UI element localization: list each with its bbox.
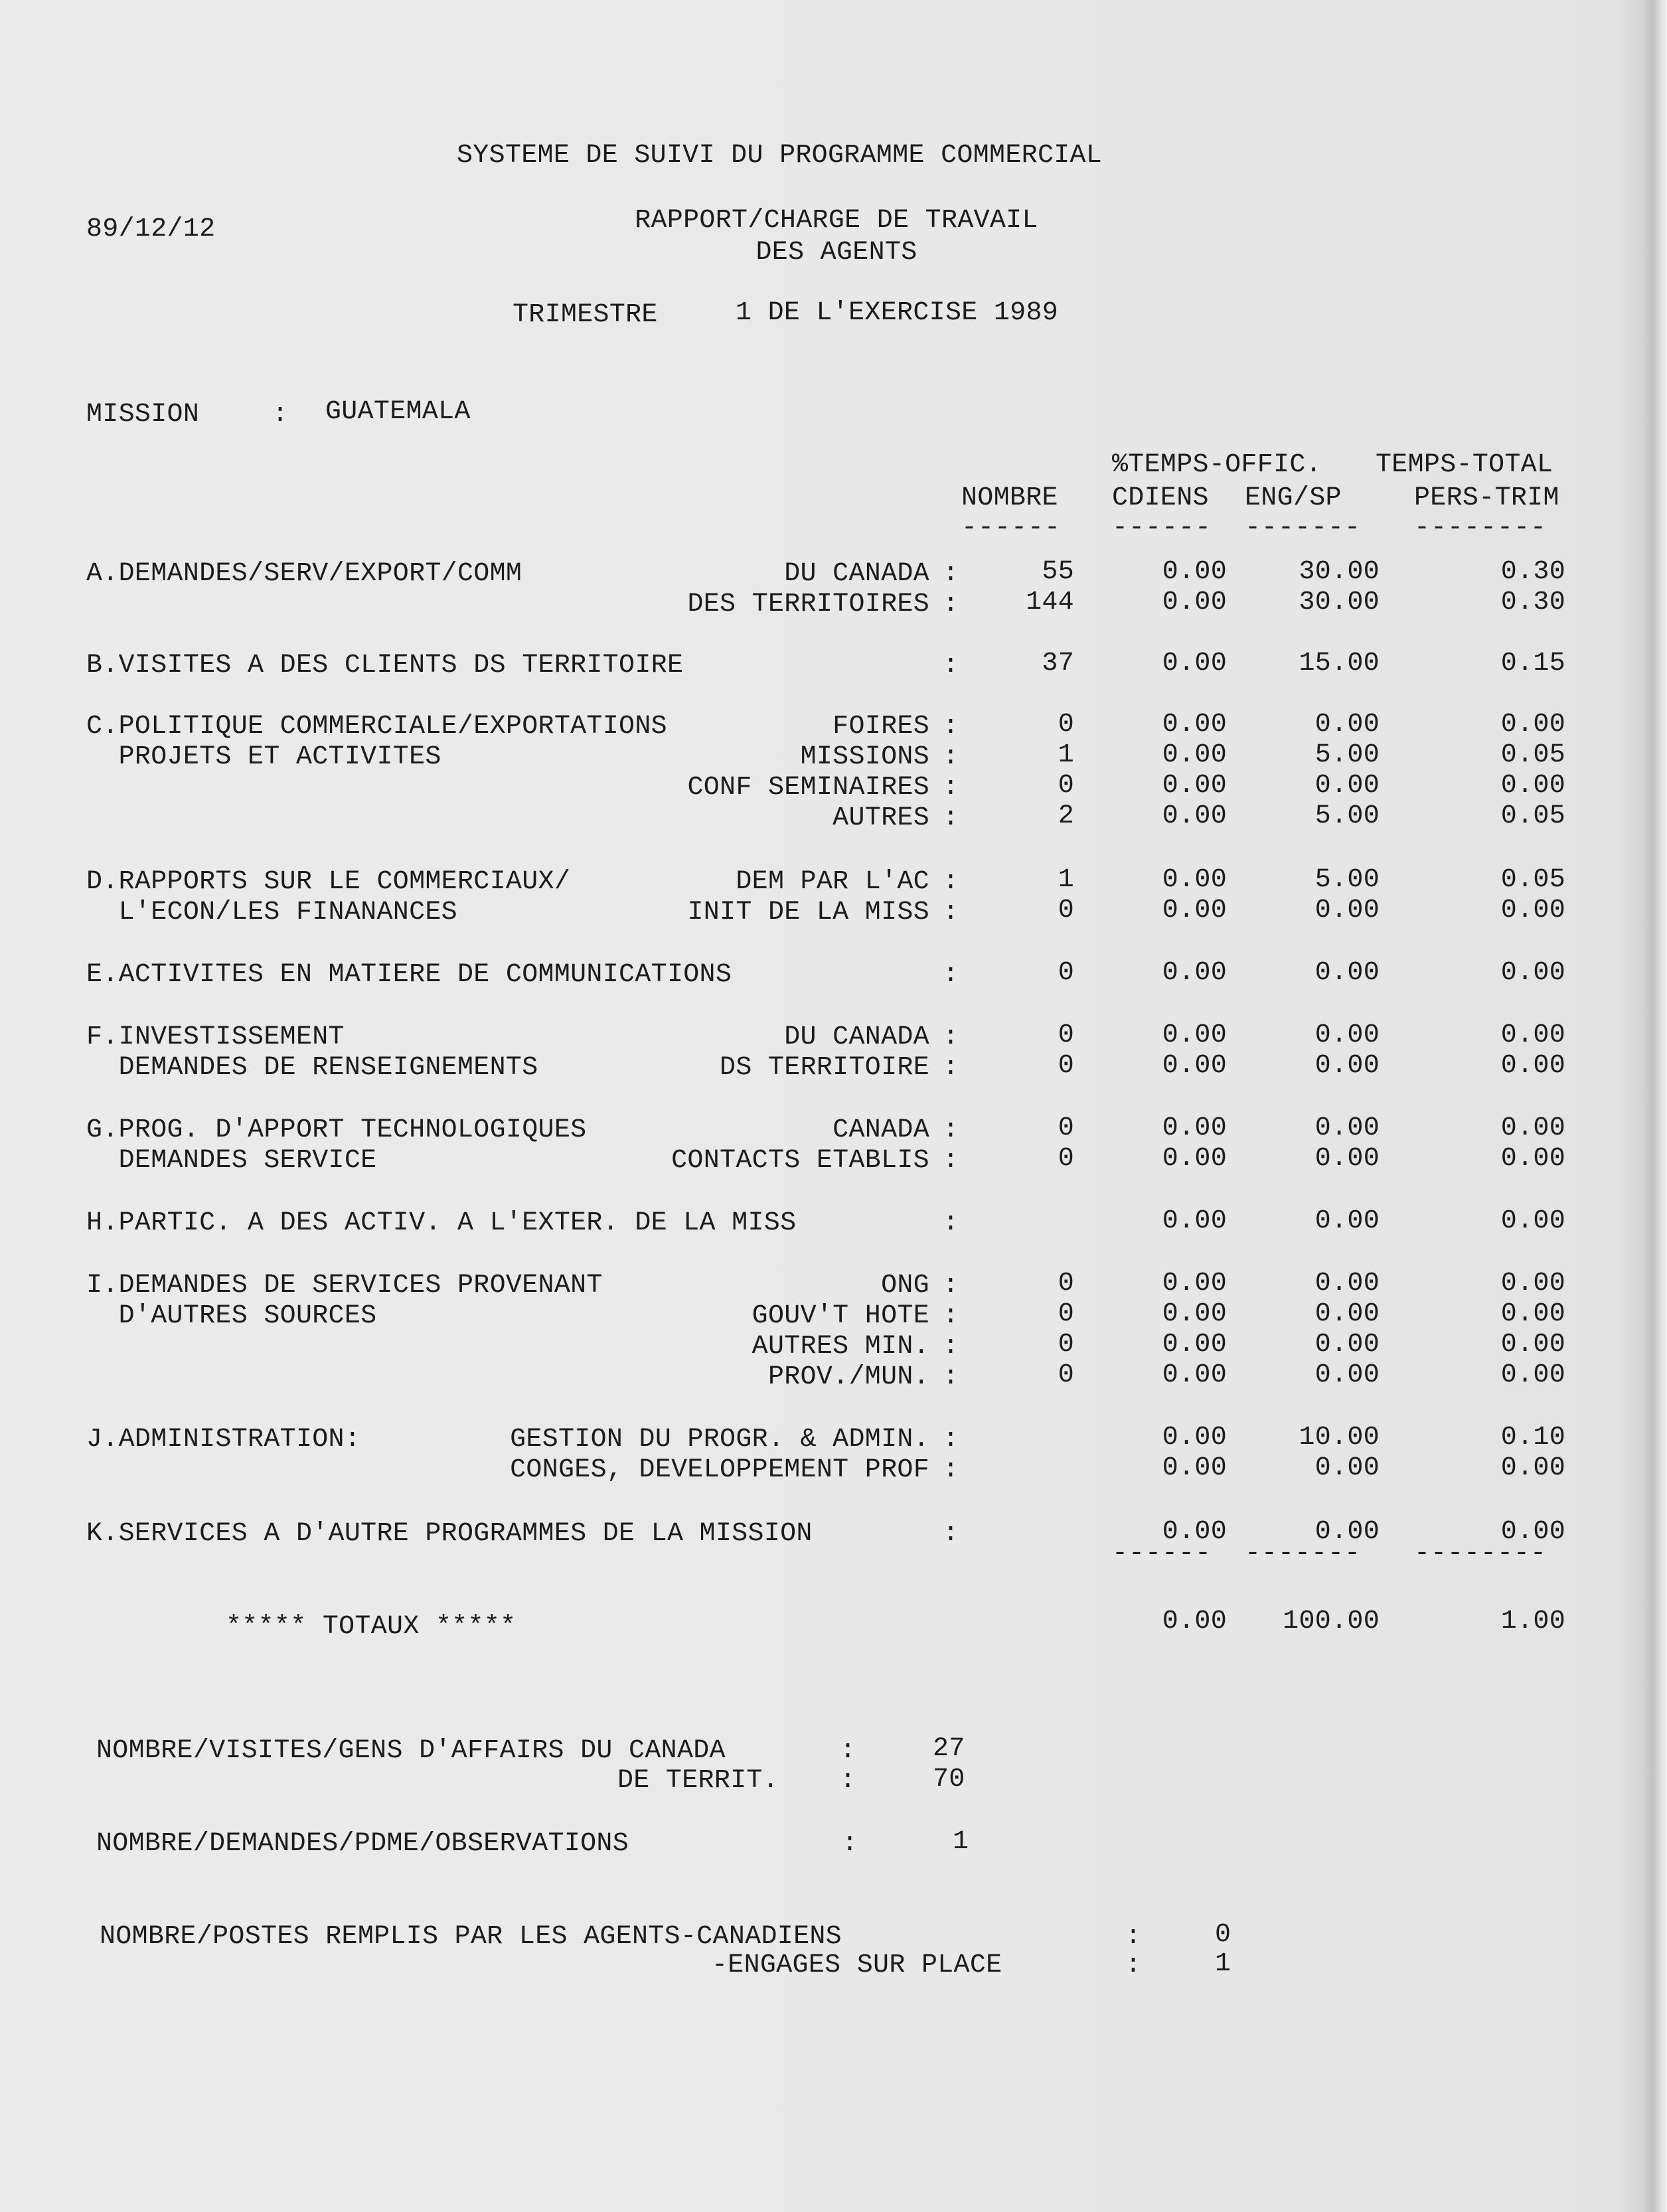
row-cdiens: 0.00	[1162, 710, 1227, 740]
system-title: SYSTEME DE SUIVI DU PROGRAMME COMMERCIAL	[457, 141, 1103, 171]
row-pers-trim: 0.10	[1500, 1423, 1565, 1453]
quarter-text: 1 DE L'EXERCISE 1989	[736, 298, 1059, 328]
row-cdiens: 0.00	[1162, 865, 1227, 895]
row-engsp: 15.00	[1299, 649, 1380, 678]
row-label: PROJETS ET ACTIVITES	[86, 742, 441, 772]
row-colon: :	[943, 1362, 959, 1392]
row-colon: :	[943, 1053, 959, 1083]
row-nombre: 0	[1058, 1299, 1074, 1329]
row-sublabel: CONF SEMINAIRES	[687, 773, 929, 803]
col-underline-engsp: -------	[1245, 513, 1362, 543]
row-sublabel: PROV./MUN.	[767, 1362, 929, 1392]
row-pers-trim: 0.00	[1500, 896, 1565, 925]
row-engsp: 0.00	[1314, 1269, 1380, 1299]
row-pers-trim: 0.00	[1500, 1330, 1565, 1360]
row-cdiens: 0.00	[1162, 1269, 1227, 1299]
row-sublabel: GESTION DU PROGR. & ADMIN.	[510, 1425, 929, 1455]
row-colon: :	[943, 1301, 959, 1331]
demandes-label: NOMBRE/DEMANDES/PDME/OBSERVATIONS	[96, 1829, 629, 1859]
row-nombre: 0	[1058, 771, 1074, 801]
row-label: J.ADMINISTRATION:	[86, 1425, 361, 1455]
visites-label: NOMBRE/VISITES/GENS D'AFFAIRS DU CANADA	[96, 1736, 726, 1766]
row-pers-trim: 0.30	[1500, 588, 1565, 617]
row-colon: :	[943, 559, 959, 589]
row-nombre: 0	[1058, 1360, 1074, 1390]
col-header-engsp: ENG/SP	[1245, 483, 1342, 513]
row-engsp: 0.00	[1314, 1020, 1380, 1050]
row-pers-trim: 0.00	[1500, 1020, 1565, 1050]
row-label: DEMANDES SERVICE	[86, 1146, 377, 1176]
row-colon: :	[943, 1115, 959, 1145]
row-engsp: 30.00	[1299, 588, 1380, 617]
row-cdiens: 0.00	[1162, 649, 1227, 678]
row-pers-trim: 0.00	[1500, 1051, 1565, 1081]
row-pers-trim: 0.00	[1500, 1299, 1565, 1329]
postes-sep-1: :	[1125, 1922, 1142, 1952]
row-engsp: 5.00	[1314, 801, 1380, 831]
row-label: F.INVESTISSEMENT	[86, 1022, 345, 1052]
quarter-label: TRIMESTRE	[513, 300, 658, 330]
row-label: H.PARTIC. A DES ACTIV. A L'EXTER. DE LA MISS	[86, 1208, 797, 1238]
row-engsp: 0.00	[1314, 1453, 1380, 1483]
row-colon: :	[943, 1146, 959, 1176]
col-underline-pers-trim: --------	[1414, 513, 1548, 543]
row-engsp: 0.00	[1314, 1360, 1380, 1390]
row-colon: :	[943, 960, 959, 990]
row-cdiens: 0.00	[1162, 771, 1227, 801]
row-sublabel: CONTACTS ETABLIS	[671, 1146, 929, 1176]
row-nombre: 1	[1058, 865, 1074, 895]
col-underline-nombre: ------	[961, 513, 1062, 543]
row-engsp: 0.00	[1314, 771, 1380, 801]
row-pers-trim: 0.00	[1500, 1206, 1565, 1236]
row-sublabel: CONGES, DEVELOPPEMENT PROF	[510, 1455, 929, 1485]
total-underline-cdiens: ------	[1112, 1539, 1212, 1569]
row-pers-trim: 0.00	[1500, 1113, 1565, 1143]
postes-label: NOMBRE/POSTES REMPLIS PAR LES AGENTS-CANADIENS	[100, 1922, 842, 1952]
row-engsp: 0.00	[1314, 710, 1380, 740]
row-colon: :	[943, 1208, 959, 1238]
page-edge-shadow	[1643, 0, 1667, 2212]
row-sublabel: AUTRES MIN.	[752, 1332, 929, 1362]
row-nombre: 0	[1058, 1051, 1074, 1081]
row-cdiens: 0.00	[1162, 801, 1227, 831]
row-nombre: 0	[1058, 1330, 1074, 1360]
row-cdiens: 0.00	[1162, 1206, 1227, 1236]
demandes-value: 1	[953, 1827, 969, 1857]
row-nombre: 37	[1042, 649, 1074, 678]
row-cdiens: 0.00	[1162, 1020, 1227, 1050]
row-pers-trim: 0.30	[1500, 557, 1565, 587]
mission-value: GUATEMALA	[325, 397, 471, 427]
row-colon: :	[943, 773, 959, 803]
row-sublabel: ONG	[881, 1271, 929, 1301]
row-colon: :	[943, 651, 959, 680]
row-label: B.VISITES A DES CLIENTS DS TERRITOIRE	[86, 651, 684, 680]
row-cdiens: 0.00	[1162, 1453, 1227, 1483]
row-colon: :	[943, 1022, 959, 1052]
row-label: D'AUTRES SOURCES	[86, 1301, 377, 1331]
row-cdiens: 0.00	[1162, 588, 1227, 617]
row-engsp: 0.00	[1314, 1299, 1380, 1329]
row-sublabel: DU CANADA	[784, 1022, 929, 1052]
row-engsp: 0.00	[1314, 958, 1380, 988]
row-pers-trim: 0.00	[1500, 1360, 1565, 1390]
row-label: A.DEMANDES/SERV/EXPORT/COMM	[86, 559, 522, 589]
territ-label: DE TERRIT.	[617, 1766, 779, 1796]
col-underline-cdiens: ------	[1112, 513, 1212, 543]
engages-label: -ENGAGES SUR PLACE	[712, 1950, 1002, 1980]
row-engsp: 30.00	[1299, 557, 1380, 587]
row-label: E.ACTIVITES EN MATIERE DE COMMUNICATIONS	[86, 960, 732, 990]
row-pers-trim: 0.00	[1500, 1453, 1565, 1483]
row-cdiens: 0.00	[1162, 740, 1227, 770]
row-nombre: 0	[1058, 710, 1074, 740]
col-header-pers-trim: PERS-TRIM	[1414, 483, 1559, 513]
row-sublabel: MISSIONS	[800, 742, 929, 772]
row-pers-trim: 0.00	[1500, 1144, 1565, 1174]
row-cdiens: 0.00	[1162, 1423, 1227, 1453]
row-pers-trim: 0.00	[1500, 771, 1565, 801]
row-nombre: 144	[1026, 588, 1074, 617]
visites-territ-value: 70	[933, 1765, 965, 1794]
row-engsp: 0.00	[1314, 1144, 1380, 1174]
row-pers-trim: 0.00	[1500, 1517, 1565, 1547]
row-nombre: 1	[1058, 740, 1074, 770]
row-label: D.RAPPORTS SUR LE COMMERCIAUX/	[86, 867, 571, 897]
visites-sep-2: :	[840, 1766, 856, 1796]
row-engsp: 10.00	[1299, 1423, 1380, 1453]
total-underline-engsp: -------	[1245, 1539, 1362, 1569]
row-pers-trim: 0.05	[1500, 740, 1565, 770]
row-pers-trim: 0.05	[1500, 801, 1565, 831]
report-title-line2: DES AGENTS	[755, 238, 917, 268]
row-nombre: 0	[1058, 958, 1074, 988]
col-header-nombre: NOMBRE	[961, 483, 1058, 513]
row-label: K.SERVICES A D'AUTRE PROGRAMMES DE LA MISSION	[86, 1519, 813, 1549]
row-label: DEMANDES DE RENSEIGNEMENTS	[86, 1053, 538, 1083]
row-label: L'ECON/LES FINANANCES	[86, 898, 457, 927]
row-engsp: 0.00	[1314, 1206, 1380, 1236]
row-label: G.PROG. D'APPORT TECHNOLOGIQUES	[86, 1115, 587, 1145]
row-nombre: 2	[1058, 801, 1074, 831]
row-cdiens: 0.00	[1162, 1144, 1227, 1174]
row-cdiens: 0.00	[1162, 896, 1227, 925]
total-underline-pers: --------	[1414, 1539, 1548, 1569]
total-engsp: 100.00	[1283, 1607, 1380, 1636]
row-sublabel: INIT DE LA MISS	[687, 898, 929, 927]
col-header-cdiens: CDIENS	[1112, 483, 1209, 513]
report-title-line1: RAPPORT/CHARGE DE TRAVAIL	[635, 206, 1038, 236]
row-nombre: 0	[1058, 1113, 1074, 1143]
row-nombre: 55	[1042, 557, 1074, 587]
row-sublabel: FOIRES	[833, 712, 929, 742]
row-colon: :	[943, 898, 959, 927]
row-nombre: 0	[1058, 896, 1074, 925]
row-colon: :	[943, 712, 959, 742]
visites-sep-1: :	[840, 1736, 856, 1766]
row-nombre: 0	[1058, 1020, 1074, 1050]
row-colon: :	[943, 590, 959, 619]
row-cdiens: 0.00	[1162, 1517, 1227, 1547]
row-pers-trim: 0.15	[1500, 649, 1565, 678]
row-cdiens: 0.00	[1162, 1051, 1227, 1081]
row-label: C.POLITIQUE COMMERCIALE/EXPORTATIONS	[86, 712, 667, 742]
visites-canada-value: 27	[933, 1734, 965, 1764]
total-pers-trim: 1.00	[1500, 1607, 1565, 1636]
row-sublabel: GOUV'T HOTE	[752, 1301, 929, 1331]
row-sublabel: DEM PAR L'AC	[736, 867, 929, 897]
totals-label: ***** TOTAUX *****	[226, 1612, 516, 1642]
row-nombre: 0	[1058, 1269, 1074, 1299]
row-colon: :	[943, 1271, 959, 1301]
postes-canadiens-value: 0	[1215, 1920, 1231, 1950]
col-header-temps-offic: %TEMPS-OFFIC.	[1112, 450, 1322, 480]
total-cdiens: 0.00	[1162, 1607, 1227, 1636]
row-engsp: 0.00	[1314, 1051, 1380, 1081]
row-engsp: 0.00	[1314, 1517, 1380, 1547]
row-colon: :	[943, 867, 959, 897]
row-sublabel: DES TERRITOIRES	[687, 590, 929, 619]
row-sublabel: AUTRES	[833, 803, 929, 833]
row-sublabel: CANADA	[833, 1115, 929, 1145]
row-engsp: 5.00	[1314, 740, 1380, 770]
row-sublabel: DS TERRITOIRE	[720, 1053, 929, 1083]
mission-label: MISSION	[86, 400, 200, 430]
row-colon: :	[943, 803, 959, 833]
row-engsp: 5.00	[1314, 865, 1380, 895]
row-cdiens: 0.00	[1162, 1360, 1227, 1390]
row-colon: :	[943, 1519, 959, 1549]
postes-engages-value: 1	[1215, 1949, 1231, 1979]
row-cdiens: 0.00	[1162, 958, 1227, 988]
row-nombre: 0	[1058, 1144, 1074, 1174]
row-colon: :	[943, 1455, 959, 1485]
row-label: I.DEMANDES DE SERVICES PROVENANT	[86, 1271, 603, 1301]
row-colon: :	[943, 742, 959, 772]
row-pers-trim: 0.05	[1500, 865, 1565, 895]
row-cdiens: 0.00	[1162, 1299, 1227, 1329]
row-pers-trim: 0.00	[1500, 1269, 1565, 1299]
demandes-sep: :	[842, 1829, 858, 1859]
row-pers-trim: 0.00	[1500, 958, 1565, 988]
postes-sep-2: :	[1125, 1950, 1142, 1980]
row-cdiens: 0.00	[1162, 1113, 1227, 1143]
row-engsp: 0.00	[1314, 1113, 1380, 1143]
row-engsp: 0.00	[1314, 1330, 1380, 1360]
row-pers-trim: 0.00	[1500, 710, 1565, 740]
col-header-temps-total: TEMPS-TOTAL	[1376, 450, 1553, 480]
row-cdiens: 0.00	[1162, 557, 1227, 587]
row-cdiens: 0.00	[1162, 1330, 1227, 1360]
row-colon: :	[943, 1332, 959, 1362]
row-sublabel: DU CANADA	[784, 559, 929, 589]
mission-separator: :	[272, 400, 289, 430]
report-date: 89/12/12	[86, 214, 216, 244]
row-colon: :	[943, 1425, 959, 1455]
row-engsp: 0.00	[1314, 896, 1380, 925]
